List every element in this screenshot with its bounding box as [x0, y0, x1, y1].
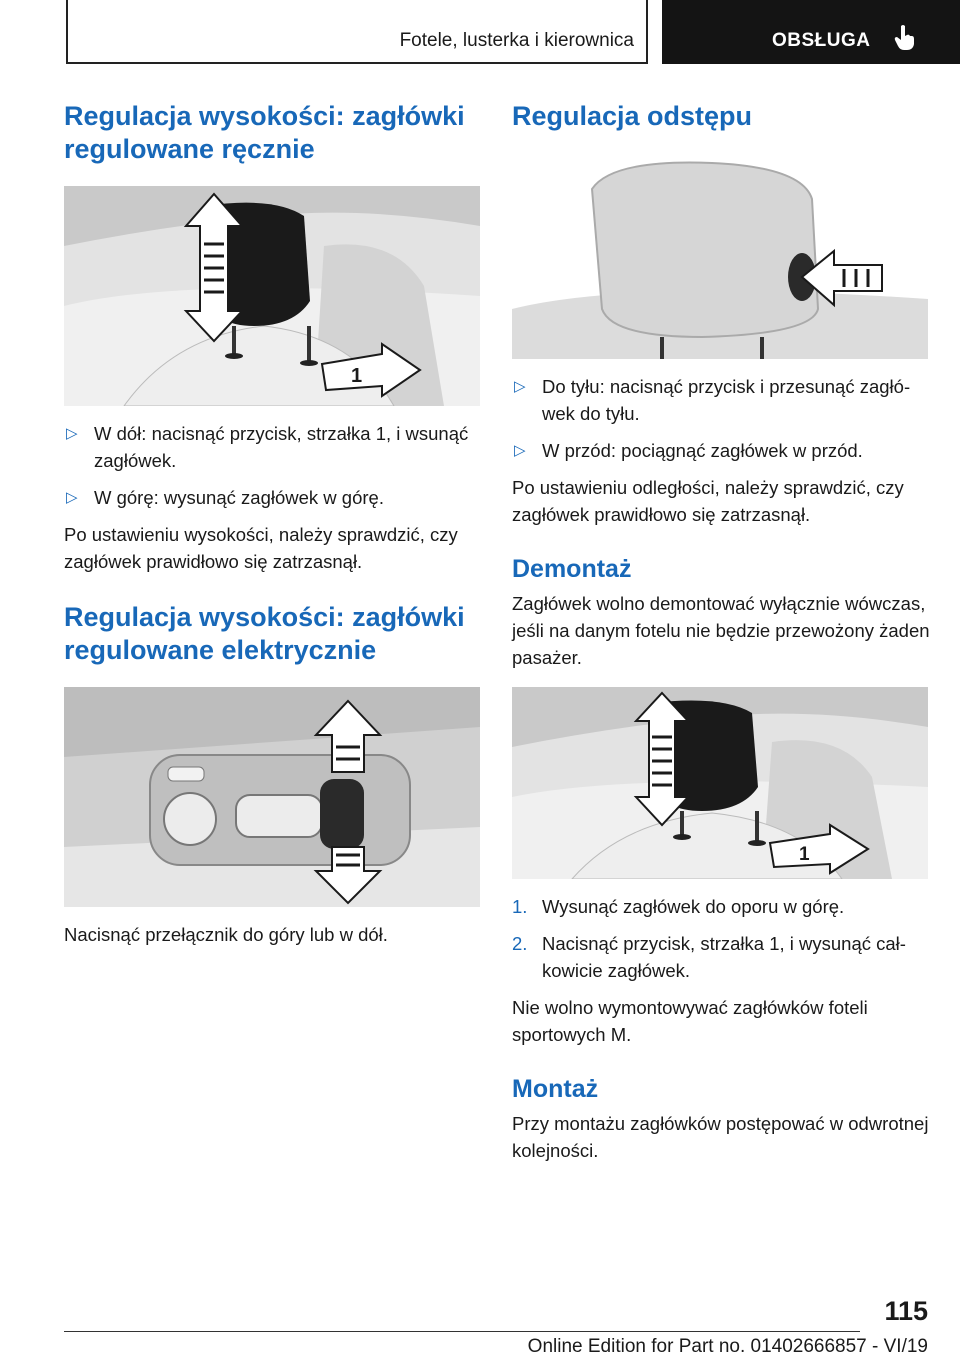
right-column: [512, 100, 930, 1172]
figure-headrest-distance: [512, 159, 928, 359]
page-number: 115: [884, 1296, 928, 1326]
removal-steps: [512, 893, 930, 984]
header-chapter-box: [66, 0, 648, 64]
section-heading-electric-height: Regulacja wysokości: zagłówki regulowane elektrycznie: [64, 602, 465, 665]
list-item: 2. Nacisnąć przycisk, strzałka 1, i wysunąć całkowicie zagłówek.: [512, 933, 906, 981]
triangle-bullet-icon: ▷: [514, 378, 526, 395]
edition-footer: Online Edition for Part no. 01402666857 - VI/19: [527, 1336, 928, 1357]
triangle-bullet-icon: ▷: [66, 425, 78, 442]
paragraph: Po ustawieniu odległości, należy sprawdzić, czy zagłówek prawidłowo się zatrzasnął.: [512, 477, 904, 525]
left-column: [64, 100, 482, 956]
figure-seat-switch: [64, 687, 480, 907]
section-heading-removal: Demontaż: [512, 555, 632, 583]
figure-callout-number: 1: [799, 844, 810, 865]
distance-steps: [512, 373, 930, 464]
list-item: ▷ W dół: nacisnąć przycisk, strzałka 1, i wsunąć zagłówek.: [64, 420, 482, 474]
paragraph: Nie wolno wymontowywać zagłówków foteli sportowych M.: [512, 997, 868, 1045]
section-title: OBSŁUGA: [772, 30, 871, 51]
section-heading-mounting: Montaż: [512, 1075, 599, 1103]
paragraph: Zagłówek wolno demontować wyłącznie wówczas, jeśli na danym fotelu nie będzie przewożony żaden pasażer.: [512, 593, 930, 668]
list-item: 1. Wysunąć zagłówek do oporu w górę.: [512, 896, 845, 917]
manual-height-steps: [64, 420, 482, 511]
figure-headrest-removal: [512, 687, 928, 879]
footer-divider: [64, 1331, 860, 1332]
figure-manual-headrest: [64, 186, 480, 406]
paragraph: Przy montażu zagłówków postępować w odwrotnej kolejności.: [512, 1113, 929, 1161]
hand-pointer-icon: [894, 24, 916, 52]
chapter-title: Fotele, lusterka i kierownica: [399, 30, 634, 51]
list-item: ▷ W przód: pociągnąć zagłówek w przód.: [512, 437, 930, 464]
triangle-bullet-icon: ▷: [514, 442, 526, 459]
section-heading-manual-height: Regulacja wysokości: zagłówki regulowane ręcznie: [64, 101, 465, 164]
triangle-bullet-icon: ▷: [66, 489, 78, 506]
paragraph: Po ustawieniu wysokości, należy sprawdzić, czy zagłówek prawidłowo się zatrzasnął.: [64, 524, 458, 572]
list-item: ▷ W górę: wysunąć zagłówek w górę.: [64, 484, 482, 511]
section-heading-distance: Regulacja odstępu: [512, 101, 753, 131]
figure-callout-number: 1: [351, 365, 363, 387]
list-item: ▷ Do tyłu: nacisnąć przycisk i przesunąć zagłówek do tyłu.: [512, 373, 930, 427]
paragraph: Nacisnąć przełącznik do góry lub w dół.: [64, 924, 388, 945]
header-section-tab: [662, 0, 960, 64]
